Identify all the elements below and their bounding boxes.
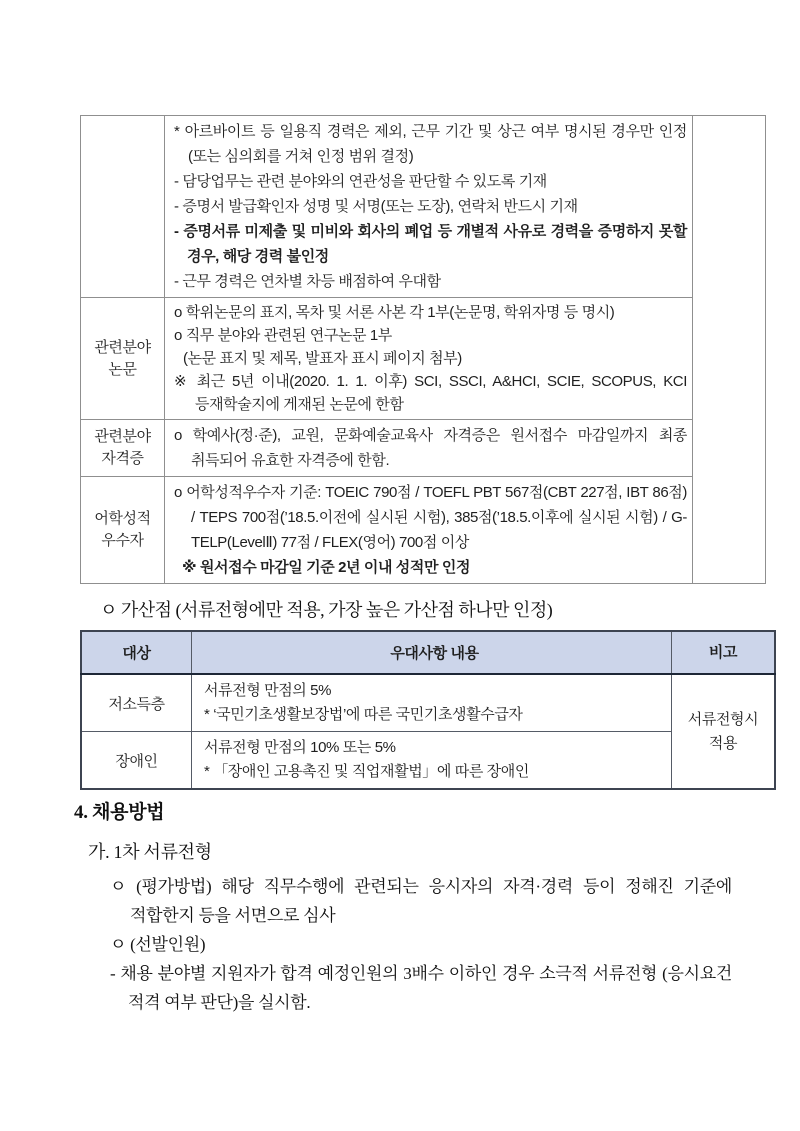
content-line: - 근무 경력은 연차별 차등 배점하여 우대함 [174, 273, 441, 290]
bonus-points-table [80, 630, 776, 790]
content-line-bold: ※ 원서접수 마감일 기준 2년 이내 성적만 인정 [182, 559, 471, 576]
benefit-line: * 「장애인 고용촉진 및 직업재활법」에 따른 장애인 [204, 763, 529, 780]
table-row [81, 477, 766, 584]
column-header-benefit: 우대사항 내용 [192, 631, 672, 674]
note-merged-cell: 서류전형시 적용 [672, 674, 776, 789]
benefit-line: 서류전형 만점의 10% 또는 5% [204, 739, 396, 756]
content-line: - 증명서 발급확인자 성명 및 서명(또는 도장), 연락처 반드시 기재 [174, 198, 578, 215]
section-recruitment-method [74, 797, 736, 1017]
target-cell: 저소득층 [81, 674, 192, 732]
content-line: ※ 최근 5년 이내(2020. 1. 1. 이후) SCI, SSCI, A&HCI, SCIE, SCOPUS, KCI 등재학술지에 게재된 논문에 한함 [174, 373, 687, 413]
section-heading: 4. 채용방법 [74, 802, 165, 823]
table-header-row [81, 631, 775, 674]
row-label-cell: 관련분야 논문 [81, 298, 165, 420]
empty-side-cell [693, 116, 766, 584]
row-content-cell [165, 116, 693, 298]
section-item: - 채용 분야별 지원자가 합격 예정인원의 3배수 이하인 경우 소극적 서류전형 (응시요건 적격 여부 판단)을 실시함. [110, 964, 732, 1012]
bonus-points-heading: ㅇ 가산점 (서류전형에만 적용, 가장 높은 가산점 하나만 인정) [100, 600, 553, 620]
table-row [81, 116, 766, 298]
table-row [81, 674, 775, 732]
career-requirements-table [80, 115, 766, 584]
content-line: - 담당업무는 관련 분야와의 연관성을 판단할 수 있도록 기재 [174, 173, 547, 190]
row-content-cell [165, 477, 693, 584]
benefit-line: * ‘국민기초생활보장법’에 따른 국민기초생활수급자 [204, 706, 523, 723]
benefit-line: 서류전형 만점의 5% [204, 682, 332, 699]
row-label-cell [81, 116, 165, 298]
section-subheading: 가. 1차 서류전형 [88, 842, 212, 862]
row-label-cell: 어학성적 우수자 [81, 477, 165, 584]
section-item: ㅇ (평가방법) 해당 직무수행에 관련되는 응시자의 자격·경력 등이 정해진 기준에 적합한지 등을 서면으로 심사 [110, 877, 732, 925]
content-line: o 어학성적우수자 기준: TOEIC 790점 / TOEFL PBT 567점(CBT 227점, IBT 86점) / TEPS 700점(’18.5.이전에 실시된 시험), 385점(’18.5.이후에 실시된 시험) / G-TELP(LevelⅡ) 77점 / FLEX(영어) 700점 이상 [174, 484, 687, 551]
row-label-cell: 관련분야 자격증 [81, 420, 165, 477]
content-line: * 아르바이트 등 일용직 경력은 제외, 근무 기간 및 상근 여부 명시된 경우만 인정 (또는 심의회를 거쳐 인정 범위 결정) [174, 123, 687, 165]
section-item: ㅇ (선발인원) [110, 935, 206, 954]
row-content-cell [165, 420, 693, 477]
content-line: o 학위논문의 표지, 목차 및 서론 사본 각 1부(논문명, 학위자명 등 명시) [174, 304, 615, 321]
benefit-cell [192, 732, 672, 790]
table-row [81, 732, 775, 790]
content-line: o 학예사(정·준), 교원, 문화예술교육사 자격증은 원서접수 마감일까지 최종 취득되어 유효한 자격증에 한함. [174, 427, 687, 469]
section-item-list [110, 872, 732, 1017]
content-line-bold: - 증명서류 미제출 및 미비와 회사의 폐업 등 개별적 사유로 경력을 증명하지 못할 경우, 해당 경력 불인정 [174, 223, 687, 265]
table-row [81, 420, 766, 477]
content-line: (논문 표지 및 제목, 발표자 표시 페이지 첨부) [183, 350, 462, 367]
target-cell: 장애인 [81, 732, 192, 790]
table-row [81, 298, 766, 420]
row-content-cell [165, 298, 693, 420]
benefit-cell [192, 674, 672, 732]
column-header-note: 비고 [672, 631, 776, 674]
content-line: o 직무 분야와 관련된 연구논문 1부 [174, 327, 392, 344]
column-header-target: 대상 [81, 631, 192, 674]
